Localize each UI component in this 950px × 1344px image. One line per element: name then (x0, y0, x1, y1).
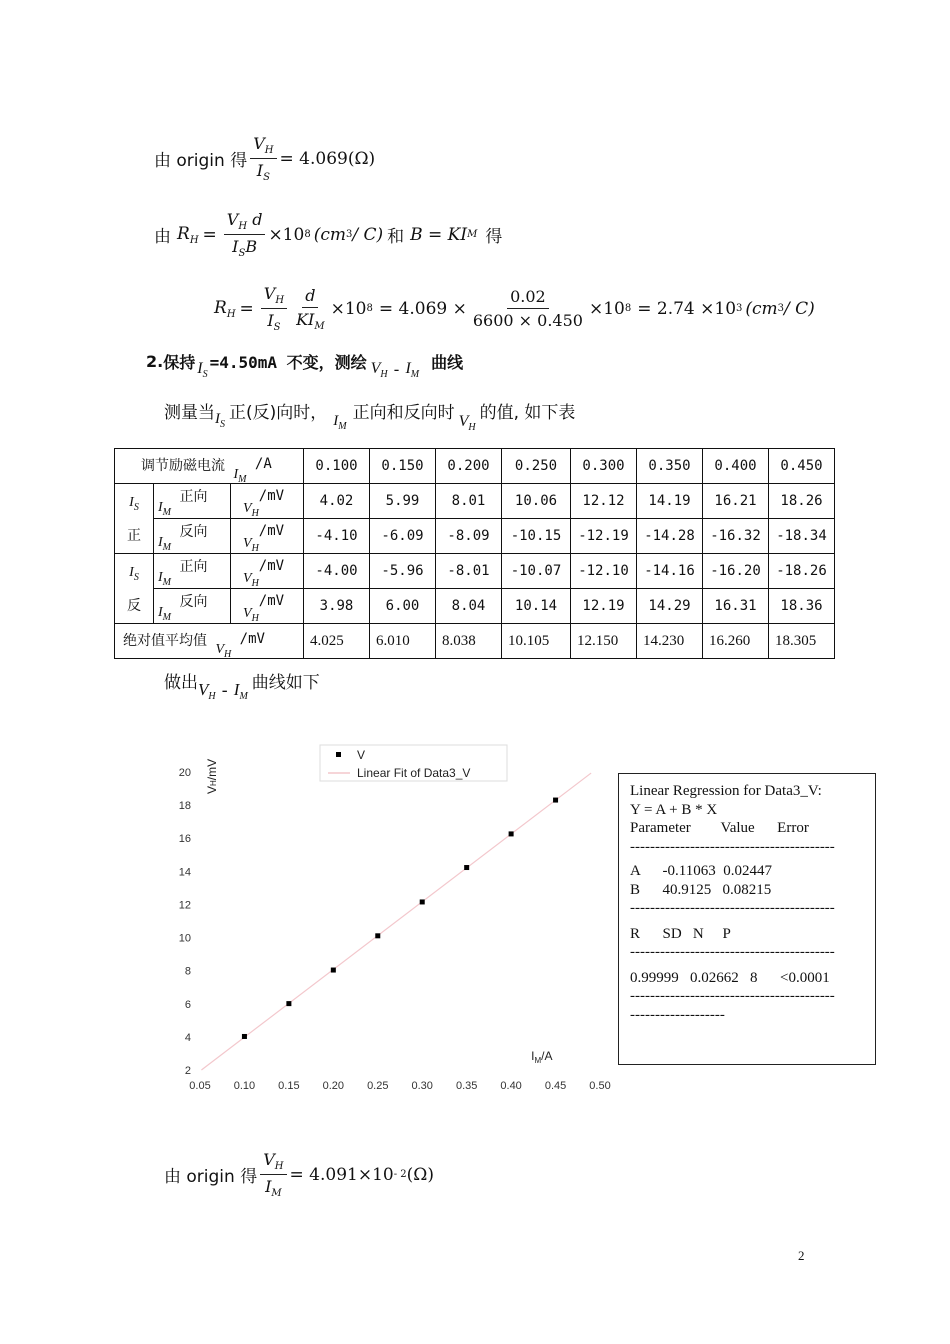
regression-line: A -0.11063 0.02447 (630, 863, 772, 879)
table-intro: 测量当 $I_S$ 正(反)向时， $I_M$ 正向和反向时 $V_H$ 的值, 如下表 (164, 403, 576, 433)
table-row: $I_M$ 反向 $V_H/mV$ -4.10 -6.09 -8.09 -10.15 -12.19 -14.28 -16.32 -18.34 (115, 519, 835, 554)
y-tick-label: 10 (178, 932, 191, 945)
y-tick-label: 2 (184, 1065, 191, 1077)
legend-item-v: V (357, 748, 366, 762)
regression-line: ----------------------------------------- (630, 988, 835, 1004)
y-tick-label: 8 (184, 965, 191, 978)
equation-vh-is: 由 origin 得 $\frac{V_H}{I_S}$ = 4.069(Ω) (154, 134, 376, 183)
regression-line: ----------------------------------------- (630, 944, 835, 960)
regression-line: ------------------- (630, 1006, 725, 1023)
table-row: $I_S$ 正 $I_M$ 正向 $V_H/mV$ 4.02 5.99 8.01 10.06 12.12 14.19 16.21 18.26 (115, 484, 835, 519)
vh-im-scatter-chart (170, 735, 620, 1105)
regression-line: Y = A + B * X (630, 801, 718, 818)
regression-line: Parameter Value Error (630, 820, 809, 836)
x-tick-label: 0.05 (189, 1080, 211, 1092)
table-row: $I_S$ 反 $I_M$ 正向 $V_H/mV$ -4.00 -5.96 -8.01 -10.07 -12.10 -14.16 -16.20 -18.26 (115, 554, 835, 589)
chart-legend (320, 745, 507, 781)
data-point (553, 798, 558, 803)
data-point (286, 1001, 291, 1006)
y-tick-label: 16 (178, 833, 191, 846)
equation-rh-result: $R_H$ = $\frac{V_H}{I_S}$ $\frac{d}{KI_M}$ ×10 8 = 4.069 × $\frac{0.02}{6600 \times 0.450}$ ×10 8 = 2.74 ×10 3 (cm 3 / C) (214, 284, 815, 333)
x-tick-label: 0.25 (367, 1080, 389, 1092)
regression-line: R SD N P (630, 925, 731, 942)
plot-caption: 做出 $V_H$ - $I_M$ 曲线如下 (164, 673, 320, 702)
table-average-row: 绝对值平均值 $V_H$ /mV 4.025 6.010 8.038 10.105 12.150 14.230 16.260 18.305 (115, 624, 835, 659)
x-tick-label: 0.35 (455, 1080, 478, 1092)
regression-line: B 40.9125 0.08215 (630, 881, 772, 898)
x-tick-label: 0.45 (544, 1080, 567, 1092)
section-heading: 2. 保持 $I_S$ =4.50mA 不变，测绘 $V_H$ - $I_M$ 曲线 (146, 352, 464, 380)
regression-results-box (618, 773, 876, 1065)
y-axis-label: VH/mV (205, 758, 219, 794)
y-tick-label: 12 (178, 899, 191, 912)
data-point (464, 865, 469, 870)
x-tick-label: 0.15 (278, 1080, 300, 1092)
data-point (242, 1034, 247, 1039)
data-point (331, 968, 336, 973)
y-tick-label: 18 (178, 800, 191, 813)
table-header-row: 调节励磁电流 $I_M$ /A 0.100 0.150 0.200 0.250 0.300 0.350 0.400 0.450 (115, 449, 835, 484)
x-tick-label: 0.20 (322, 1080, 345, 1092)
legend-item-fit: Linear Fit of Data3_V (357, 766, 471, 780)
y-tick-label: 20 (178, 767, 191, 779)
legend-marker (336, 752, 341, 757)
data-point (420, 899, 425, 904)
table-row: $I_M$ 反向 $V_H/mV$ 3.98 6.00 8.04 10.14 12.19 14.29 16.31 18.36 (115, 589, 835, 624)
y-tick-label: 6 (184, 998, 191, 1011)
data-point (375, 933, 380, 938)
data-point (509, 831, 514, 836)
x-tick-label: 0.30 (411, 1080, 433, 1092)
x-tick-label: 0.40 (500, 1080, 522, 1092)
regression-line: ----------------------------------------- (630, 838, 835, 855)
y-tick-label: 4 (184, 1031, 191, 1044)
x-tick-label: 0.10 (233, 1080, 256, 1092)
x-axis-label: $I_M/A$ (531, 1049, 553, 1065)
regression-line: ----------------------------------------- (630, 900, 835, 916)
y-tick-label: 14 (178, 866, 191, 879)
page-number: 2 (798, 1248, 805, 1263)
hall-voltage-table (114, 448, 835, 659)
regression-line: 0.99999 0.02662 8 <0.0001 (630, 969, 830, 986)
equation-rh-definition: 由 $R_H$ = $\frac{V_H d}{I_SB}$ ×10 8 (cm 3 / C) 和 B = KI M 得 (154, 210, 503, 259)
equation-vh-im: 由 origin 得 $\frac{V_H}{I_M}$ = 4.091×10 - 2 (Ω) (164, 1150, 434, 1199)
x-tick-label: 0.50 (589, 1080, 611, 1092)
fit-line (201, 773, 591, 1070)
regression-line: Linear Regression for Data3_V: (630, 783, 822, 799)
